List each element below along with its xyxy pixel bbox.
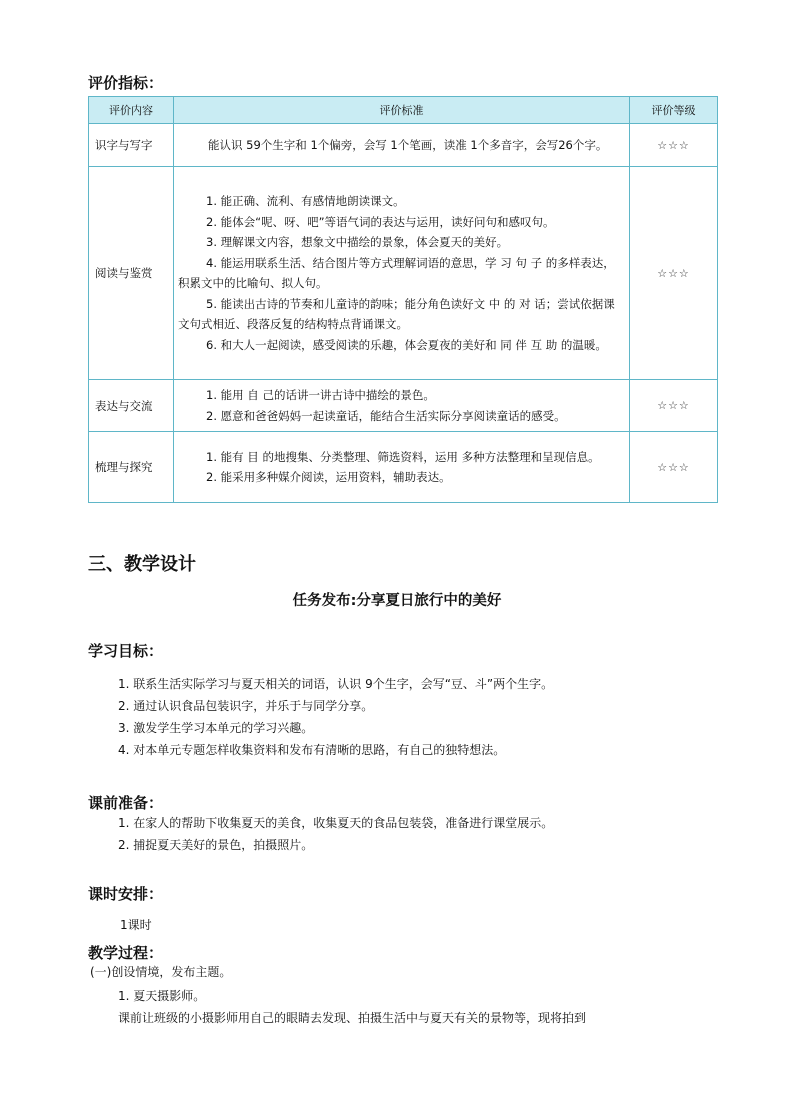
task-title: 任务发布:分享夏日旅行中的美好 <box>292 593 502 609</box>
table-header-row <box>89 97 718 124</box>
table-row <box>89 380 718 432</box>
row-content: 识字与写字 <box>89 124 174 167</box>
row-content: 表达与交流 <box>89 380 174 432</box>
schedule-heading: 课时安排： <box>88 885 164 903</box>
header-content: 评价内容 <box>89 97 174 124</box>
row-criteria <box>174 167 630 380</box>
row-grade: ☆☆☆ <box>630 432 718 503</box>
criteria-text: 4. 能运用联系生活、结合图片等方式理解词语的意思，学 习 句 子 的多样表达，积累文中的比喻句、拟人句。 <box>178 255 615 290</box>
criteria-text: 6. 和大人一起阅读，感受阅读的乐趣，体会夏夜的美好和 同 伴 互 助 的温暖。 <box>206 337 607 352</box>
list-item: 3. 激发学生学习本单元的学习兴趣。 <box>118 721 314 735</box>
criteria-text: 1. 能正确、流利、有感情地朗读课文。 <box>206 194 405 208</box>
list-item: 4. 对本单元专题怎样收集资料和发布有清晰的思路，有自己的独特想法。 <box>118 743 506 757</box>
criteria-text: 1. 能有 目 的地搜集、分类整理、筛选资料，运用 多种方法整理和呈现信息。 <box>206 449 600 464</box>
row-criteria <box>174 432 630 503</box>
row-grade: ☆☆☆ <box>630 124 718 167</box>
criteria-text: 2. 能采用多种媒介阅读，运用资料，辅助表达。 <box>206 470 451 484</box>
criteria-text: 1. 能用 自 己的话讲一讲古诗中描绘的景色。 <box>206 388 435 402</box>
row-content: 梳理与探究 <box>89 432 174 503</box>
criteria-text: 2. 愿意和爸爸妈妈一起读童话，能结合生活实际分享阅读童话的感受。 <box>206 408 566 423</box>
header-criteria: 评价标准 <box>174 97 630 124</box>
row-grade: ☆☆☆ <box>630 380 718 432</box>
list-item: 2. 捕捉夏天美好的景色，拍摄照片。 <box>118 838 314 852</box>
criteria-text: 5. 能读出古诗的节奏和儿童诗的韵味；能分角色读好文 中 的 对 话；尝试依据课文句式相近、段落反复的结构特点背诵课文。 <box>178 296 615 331</box>
objectives-heading: 学习目标： <box>88 642 164 660</box>
evaluation-table <box>88 96 718 503</box>
criteria-text: 2. 能体会“呢、呀、吧”等语气词的表达与运用，读好问句和感叹句。 <box>206 214 555 229</box>
table-row <box>89 124 718 167</box>
process-sub-text: 1. 夏天摄影师。 <box>118 989 206 1003</box>
objectives-list <box>118 673 553 761</box>
section-heading: 三、教学设计 <box>88 554 196 575</box>
table-row <box>89 167 718 380</box>
row-criteria <box>174 380 630 432</box>
process-sub <box>118 985 586 1029</box>
evaluation-heading: 评价指标： <box>88 74 164 92</box>
header-grade: 评价等级 <box>630 97 718 124</box>
preparation-heading: 课前准备： <box>88 794 164 812</box>
process-step-text: (一)创设情境，发布主题。 <box>90 965 232 979</box>
row-criteria <box>174 124 630 167</box>
process-paragraph: 课前让班级的小摄影师用自己的眼睛去发现、拍摄生活中与夏天有关的景物等，现将拍到 <box>118 1011 587 1025</box>
criteria-text: 3. 理解课文内容，想象文中描绘的景象，体会夏天的美好。 <box>206 235 509 249</box>
process-heading: 教学过程： <box>88 944 164 962</box>
table-row <box>89 432 718 503</box>
schedule-text: 1课时 <box>120 918 152 932</box>
list-item: 1. 在家人的帮助下收集夏天的美食，收集夏天的食品包装袋，准备进行课堂展示。 <box>118 816 554 830</box>
process-step <box>90 961 231 983</box>
row-grade: ☆☆☆ <box>630 167 718 380</box>
criteria-text: 能认识 59个生字和 1个偏旁，会写 1个笔画，读准 1个多音字，会写26个字。 <box>208 137 608 152</box>
preparation-list <box>118 812 553 856</box>
list-item: 1. 联系生活实际学习与夏天相关的词语，认识 9个生字，会写“豆、斗”两个生字。 <box>118 677 554 691</box>
row-content: 阅读与鉴赏 <box>89 167 174 380</box>
schedule-value <box>120 914 152 936</box>
list-item: 2. 通过认识食品包装识字，并乐于与同学分享。 <box>118 699 374 713</box>
